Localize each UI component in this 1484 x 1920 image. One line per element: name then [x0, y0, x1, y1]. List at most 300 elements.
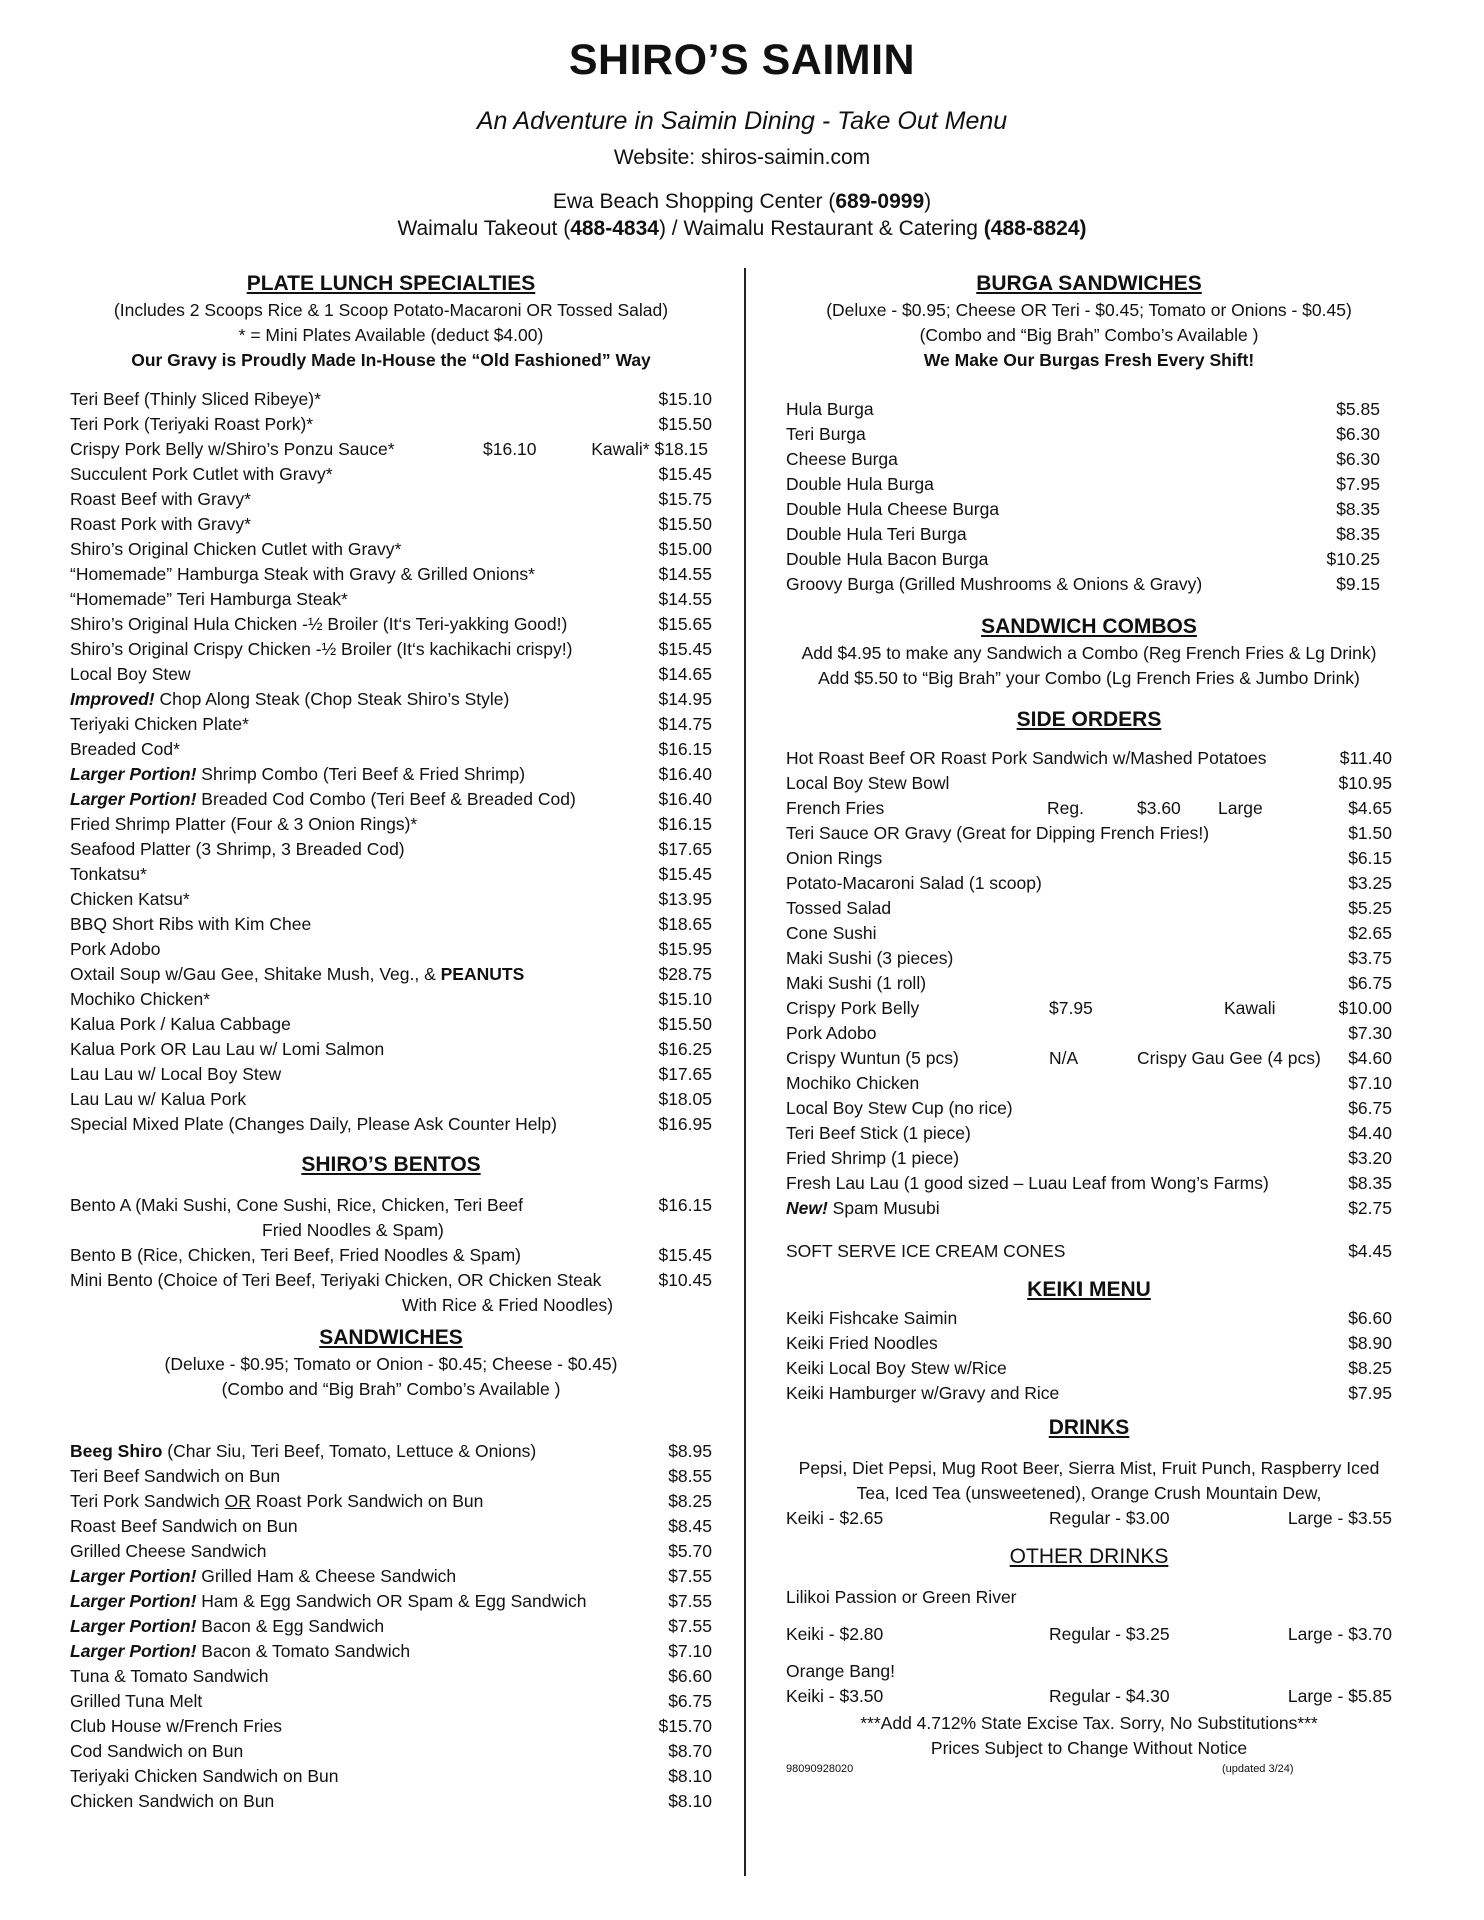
item-price: $8.25 — [668, 1491, 712, 1511]
other-drinks-title: OTHER DRINKS — [1009, 1545, 1169, 1568]
item-price: $4.40 — [1348, 1123, 1392, 1143]
sandwich-item — [70, 1564, 712, 1589]
item-allergen: PEANUTS — [440, 964, 525, 984]
item-price: $15.50 — [658, 514, 712, 534]
menu-item — [70, 812, 712, 837]
item-name: Fried Shrimp Platter (Four & 3 Onion Rings)* — [70, 814, 418, 834]
item-price: $7.55 — [668, 1591, 712, 1611]
column-divider — [744, 268, 746, 1876]
drinks-keiki: Keiki - $2.65 — [786, 1508, 884, 1528]
item-name: Breaded Cod Combo (Teri Beef & Breaded Cod) — [196, 789, 576, 809]
item-name: Potato-Macaroni Salad (1 scoop) — [786, 873, 1042, 893]
item-price: $7.10 — [1348, 1073, 1392, 1093]
item-price: $14.65 — [658, 664, 712, 684]
item-name: Seafood Platter (3 Shrimp, 3 Breaded Cod) — [70, 839, 405, 859]
burga-item — [786, 547, 1392, 572]
side-item — [786, 1071, 1392, 1096]
side-item — [786, 821, 1392, 846]
item-price: $7.95 — [1336, 474, 1380, 494]
sandwich-item — [70, 1739, 712, 1764]
item-price: $18.65 — [658, 914, 712, 934]
size-alt-label: Kawali — [1224, 998, 1276, 1018]
item-price: $16.95 — [658, 1114, 712, 1134]
item-name: Shiro’s Original Hula Chicken -½ Broiler (It‘s Teri-yakking Good!) — [70, 614, 568, 634]
menu-code: 98090928020 — [786, 1763, 854, 1775]
menu-item — [70, 537, 712, 562]
bento-item — [70, 1193, 712, 1243]
item-highlight: Larger Portion! — [70, 1641, 197, 1661]
item-price: $15.75 — [658, 489, 712, 509]
item-price: $10.95 — [1338, 773, 1392, 793]
item-price: $4.60 — [1348, 1048, 1392, 1068]
item-price: $10.45 — [658, 1270, 712, 1290]
item-name: Mochiko Chicken* — [70, 989, 211, 1009]
item-price: $2.65 — [1348, 923, 1392, 943]
item-highlight: Larger Portion! — [70, 1616, 197, 1636]
item-name: Special Mixed Plate (Changes Daily, Please Ask Counter Help) — [70, 1114, 557, 1134]
item-name: Mini Bento (Choice of Teri Beef, Teriyaki Chicken, OR Chicken Steak — [70, 1270, 602, 1290]
item-name: Chop Along Steak (Chop Steak Shiro’s Style) — [154, 689, 510, 709]
side-item — [786, 746, 1392, 771]
menu-item — [70, 912, 712, 937]
item-name-continued: Fried Noodles & Spam) — [262, 1220, 444, 1240]
item-price: $16.40 — [658, 789, 712, 809]
waimalu-line: Waimalu Takeout (488-4834) / Waimalu Restaurant & Catering (488-8824) — [397, 216, 1087, 240]
item-price: $10.00 — [1338, 998, 1392, 1018]
item-price: $3.75 — [1348, 948, 1392, 968]
item-name: Cheese Burga — [786, 449, 898, 469]
item-name-continued: With Rice & Fried Noodles) — [402, 1295, 614, 1315]
item-name: Tonkatsu* — [70, 864, 147, 884]
menu-item — [70, 862, 712, 887]
item-name-2: Roast Pork Sandwich on Bun — [250, 1491, 484, 1511]
side-item — [786, 971, 1392, 996]
item-price: $6.75 — [1348, 973, 1392, 993]
burga-item — [786, 572, 1392, 597]
menu-item — [70, 1112, 712, 1137]
item-price: $15.50 — [658, 1014, 712, 1034]
sandwich-item — [70, 1539, 712, 1564]
burga-fresh-note: We Make Our Burgas Fresh Every Shift! — [923, 350, 1255, 370]
item-price: $16.25 — [658, 1039, 712, 1059]
menu-item — [70, 937, 712, 962]
mini-plate-note: * = Mini Plates Available (deduct $4.00) — [238, 325, 544, 345]
item-or: OR — [224, 1491, 251, 1511]
drinks-prices — [786, 1506, 1392, 1531]
item-price: $4.65 — [1348, 798, 1392, 818]
item-name: Keiki Hamburger w/Gravy and Rice — [786, 1383, 1060, 1403]
menu-item — [70, 887, 712, 912]
item-price: $16.15 — [658, 814, 712, 834]
gravy-note: Our Gravy is Proudly Made In-House the “Old Fashioned” Way — [131, 350, 651, 370]
menu-item — [70, 837, 712, 862]
bento-item — [70, 1243, 712, 1268]
item-name: French Fries — [786, 798, 885, 818]
ewa-phone: 689-0999 — [835, 190, 925, 214]
menu-item — [70, 962, 712, 987]
item-price: $14.75 — [658, 714, 712, 734]
price-change-note: Prices Subject to Change Without Notice — [930, 1738, 1248, 1758]
item-name: Shiro’s Original Crispy Chicken -½ Broiler (It‘s kachikachi crispy!) — [70, 639, 573, 659]
item-price: $5.25 — [1348, 898, 1392, 918]
item-name: Succulent Pork Cutlet with Gravy* — [70, 464, 333, 484]
item-highlight: Larger Portion! — [70, 789, 197, 809]
item-name: Chicken Katsu* — [70, 889, 190, 909]
size-alt-label: Large — [1218, 798, 1263, 818]
item-price: $15.95 — [658, 939, 712, 959]
sandwich-item — [70, 1664, 712, 1689]
menu-item — [70, 487, 712, 512]
side-orders-title: SIDE ORDERS — [1016, 708, 1162, 731]
item-name: Fried Shrimp (1 piece) — [786, 1148, 960, 1168]
item-price: $10.25 — [1326, 549, 1380, 569]
item-name: Tuna & Tomato Sandwich — [70, 1666, 269, 1686]
item-name: Oxtail Soup w/Gau Gee, Shitake Mush, Veg., & — [70, 964, 441, 984]
item-highlight: Improved! — [70, 689, 155, 709]
item-name-bold: Beeg Shiro — [70, 1441, 163, 1461]
side-item — [786, 1121, 1392, 1146]
updated-date: (updated 3/24) — [1222, 1763, 1294, 1775]
item-name: Kalua Pork / Kalua Cabbage — [70, 1014, 291, 1034]
item-name: Club House w/French Fries — [70, 1716, 283, 1736]
size-alt-label: Crispy Gau Gee (4 pcs) — [1137, 1048, 1321, 1068]
size-regular-price: $3.60 — [1137, 798, 1181, 818]
website-line: Website: shiros-saimin.com — [613, 146, 871, 169]
burga-item — [786, 497, 1392, 522]
sandwich-item — [70, 1514, 712, 1539]
burga-item — [786, 447, 1392, 472]
item-price: $8.70 — [668, 1741, 712, 1761]
item-price: $17.65 — [658, 1064, 712, 1084]
item-price: $7.30 — [1348, 1023, 1392, 1043]
item-name: Mochiko Chicken — [786, 1073, 920, 1093]
item-name: Teri Burga — [786, 424, 866, 444]
drinks-list: Pepsi, Diet Pepsi, Mug Root Beer, Sierra Mist, Fruit Punch, Raspberry Iced Tea, Iced Tea (unsweetened), Orange Crush Mountain Dew, — [798, 1458, 1380, 1503]
sandwich-item — [70, 1489, 712, 1514]
item-price: $6.75 — [1348, 1098, 1392, 1118]
burga-list — [786, 397, 1392, 597]
item-highlight: Larger Portion! — [70, 764, 197, 784]
item-price: $17.65 — [658, 839, 712, 859]
sandwich-item — [70, 1764, 712, 1789]
menu-item — [70, 1012, 712, 1037]
item-name: Pork Adobo — [786, 1023, 877, 1043]
sandwich-extras-note: (Deluxe - $0.95; Tomato or Onion - $0.45; Cheese - $0.45) — [164, 1354, 618, 1374]
menu-header — [0, 36, 1484, 242]
restaurant-title: SHIRO’S SAIMIN — [568, 36, 916, 84]
waimalu-phone: 488-4834 — [570, 216, 659, 240]
catering-phone: (488-8824) — [983, 216, 1087, 240]
orange-bang-prices: Keiki - $3.50 Regular - $4.30 Large - $5.85 — [786, 1686, 1392, 1706]
burga-combo-note: (Combo and “Big Brah” Combo’s Available ) — [919, 325, 1259, 345]
bentos-list — [70, 1193, 712, 1318]
item-name: “Homemade” Teri Hamburga Steak* — [70, 589, 348, 609]
item-name: (Char Siu, Teri Beef, Tomato, Lettuce & Onions) — [162, 1441, 537, 1461]
item-name: Double Hula Burga — [786, 474, 934, 494]
item-name: Roast Beef Sandwich on Bun — [70, 1516, 298, 1536]
item-price: $8.10 — [668, 1766, 712, 1786]
item-price: $13.95 — [658, 889, 712, 909]
item-name: Teriyaki Chicken Plate* — [70, 714, 249, 734]
footer-meta — [786, 1761, 1392, 1777]
item-name: Groovy Burga (Grilled Mushrooms & Onions & Gravy) — [786, 574, 1203, 594]
side-item — [786, 946, 1392, 971]
item-name: Roast Beef with Gravy* — [70, 489, 251, 509]
item-name: Onion Rings — [786, 848, 883, 868]
item-name: Teri Pork Sandwich — [70, 1491, 225, 1511]
item-price: $14.55 — [658, 564, 712, 584]
item-price: $16.15 — [658, 1195, 712, 1215]
menu-item — [70, 412, 712, 437]
item-price: $8.35 — [1336, 499, 1380, 519]
item-price: $16.15 — [658, 739, 712, 759]
lilikoi-prices: Keiki - $2.80 Regular - $3.25 Large - $3.70 — [786, 1624, 1392, 1644]
keiki-title: KEIKI MENU — [1027, 1278, 1151, 1301]
item-price: $6.30 — [1336, 424, 1380, 444]
side-item — [786, 1096, 1392, 1121]
combo-line-2: Add $5.50 to “Big Brah” your Combo (Lg French Fries & Jumbo Drink) — [818, 668, 1360, 688]
sandwiches-list — [70, 1439, 712, 1814]
menu-item — [70, 712, 712, 737]
item-name: Teri Sauce OR Gravy (Great for Dipping French Fries!) — [786, 823, 1210, 843]
item-alt-price: $7.95 — [1049, 998, 1093, 1018]
item-name: Crispy Wuntun (5 pcs) — [786, 1048, 959, 1068]
item-price: $15.45 — [658, 639, 712, 659]
sandwiches-title: SANDWICHES — [319, 1326, 463, 1349]
menu-item — [70, 1037, 712, 1062]
sandwich-item — [70, 1439, 712, 1464]
item-name: BBQ Short Ribs with Kim Chee — [70, 914, 312, 934]
item-name: Roast Pork with Gravy* — [70, 514, 251, 534]
bentos-title: SHIRO’S BENTOS — [301, 1153, 481, 1176]
item-name: Teriyaki Chicken Sandwich on Bun — [70, 1766, 339, 1786]
item-alt-price: N/A — [1049, 1048, 1079, 1068]
keiki-item — [786, 1306, 1392, 1331]
item-name: Crispy Pork Belly w/Shiro’s Ponzu Sauce* — [70, 439, 395, 459]
item-name: Bento A (Maki Sushi, Cone Sushi, Rice, Chicken, Teri Beef — [70, 1195, 523, 1215]
sandwich-item — [70, 1789, 712, 1814]
side-item — [786, 871, 1392, 896]
item-price: $3.20 — [1348, 1148, 1392, 1168]
item-name: “Homemade” Hamburga Steak with Gravy & Grilled Onions* — [70, 564, 535, 584]
item-name: Cod Sandwich on Bun — [70, 1741, 244, 1761]
item-price: $8.25 — [1348, 1358, 1392, 1378]
item-price: $6.15 — [1348, 848, 1392, 868]
item-name: Keiki Local Boy Stew w/Rice — [786, 1358, 1007, 1378]
item-name: Bento B (Rice, Chicken, Teri Beef, Fried Noodles & Spam) — [70, 1245, 521, 1265]
sandwich-item — [70, 1464, 712, 1489]
item-price: $8.10 — [668, 1791, 712, 1811]
burga-extras-note: (Deluxe - $0.95; Cheese OR Teri - $0.45; Tomato or Onions - $0.45) — [826, 300, 1352, 320]
sandwich-item — [70, 1639, 712, 1664]
sandwich-combo-note: (Combo and “Big Brah” Combo’s Available ) — [221, 1379, 561, 1399]
ewa-line: Ewa Beach Shopping Center (689-0999) — [552, 190, 932, 214]
item-price: $6.60 — [668, 1666, 712, 1686]
item-price: $18.05 — [658, 1089, 712, 1109]
keiki-item — [786, 1381, 1392, 1406]
item-name: Maki Sushi (1 roll) — [786, 973, 927, 993]
item-highlight: Larger Portion! — [70, 1591, 197, 1611]
left-column — [70, 270, 712, 1814]
bento-item — [70, 1268, 712, 1318]
item-name: Teri Beef Stick (1 piece) — [786, 1123, 971, 1143]
item-name: Shrimp Combo (Teri Beef & Fried Shrimp) — [196, 764, 526, 784]
item-name: Double Hula Teri Burga — [786, 524, 967, 544]
side-item — [786, 1171, 1392, 1196]
combo-line-1: Add $4.95 to make any Sandwich a Combo (Reg French Fries & Lg Drink) — [801, 643, 1377, 663]
menu-item — [70, 562, 712, 587]
side-item — [786, 796, 1392, 821]
item-name: Keiki Fried Noodles — [786, 1333, 938, 1353]
item-name: Chicken Sandwich on Bun — [70, 1791, 275, 1811]
item-name: Double Hula Bacon Burga — [786, 549, 989, 569]
item-name: Pork Adobo — [70, 939, 161, 959]
drinks-title: DRINKS — [1048, 1416, 1130, 1439]
size-regular-label: Reg. — [1047, 798, 1084, 818]
item-price: $7.55 — [668, 1616, 712, 1636]
item-name: Grilled Ham & Cheese Sandwich — [196, 1566, 457, 1586]
keiki-item — [786, 1356, 1392, 1381]
burga-item — [786, 422, 1392, 447]
item-name: Local Boy Stew Cup (no rice) — [786, 1098, 1013, 1118]
menu-subtitle: An Adventure in Saimin Dining - Take Out Menu — [476, 107, 1008, 135]
menu-item — [70, 587, 712, 612]
menu-item — [70, 737, 712, 762]
item-name: Keiki Fishcake Saimin — [786, 1308, 958, 1328]
item-name: Lau Lau w/ Local Boy Stew — [70, 1064, 282, 1084]
plate-lunch-list — [70, 387, 712, 1137]
side-item — [786, 1196, 1392, 1221]
menu-item — [70, 637, 712, 662]
menu-item — [70, 387, 712, 412]
soft-serve-row: SOFT SERVE ICE CREAM CONES $4.45 — [786, 1239, 1392, 1264]
item-alt-price: $16.10 — [483, 439, 537, 459]
menu-item — [70, 512, 712, 537]
item-price: $6.75 — [668, 1691, 712, 1711]
menu-item — [70, 787, 712, 812]
combos-title: SANDWICH COMBOS — [981, 615, 1197, 638]
item-price: $8.35 — [1336, 524, 1380, 544]
item-price: $15.45 — [658, 864, 712, 884]
item-highlight: New! — [786, 1198, 828, 1218]
item-name: Tossed Salad — [786, 898, 892, 918]
item-name: Fresh Lau Lau (1 good sized – Luau Leaf from Wong’s Farms) — [786, 1173, 1269, 1193]
item-price: $7.10 — [668, 1641, 712, 1661]
item-name: Ham & Egg Sandwich OR Spam & Egg Sandwich — [196, 1591, 587, 1611]
sandwich-item — [70, 1714, 712, 1739]
item-price: $1.50 — [1348, 823, 1392, 843]
item-price: $6.30 — [1336, 449, 1380, 469]
item-name: Teri Beef Sandwich on Bun — [70, 1466, 281, 1486]
tax-note: ***Add 4.712% State Excise Tax. Sorry, No Substitutions*** — [860, 1713, 1318, 1733]
item-name: Local Boy Stew — [70, 664, 191, 684]
keiki-item — [786, 1331, 1392, 1356]
item-price: $15.50 — [658, 414, 712, 434]
sandwich-item — [70, 1689, 712, 1714]
drinks-regular: Regular - $3.00 — [1049, 1508, 1170, 1528]
menu-item — [70, 612, 712, 637]
item-price: $15.45 — [658, 464, 712, 484]
side-item — [786, 1021, 1392, 1046]
side-item — [786, 1146, 1392, 1171]
item-name: Teri Pork (Teriyaki Roast Pork)* — [70, 414, 314, 434]
item-name: Shiro’s Original Chicken Cutlet with Gravy* — [70, 539, 402, 559]
item-name: Hot Roast Beef OR Roast Pork Sandwich w/Mashed Potatoes — [786, 748, 1267, 768]
plate-lunch-note: (Includes 2 Scoops Rice & 1 Scoop Potato-Macaroni OR Tossed Salad) — [113, 300, 669, 320]
item-price: $15.65 — [658, 614, 712, 634]
item-price: $16.40 — [658, 764, 712, 784]
item-price: $8.35 — [1348, 1173, 1392, 1193]
item-price: $14.55 — [658, 589, 712, 609]
item-price: $28.75 — [658, 964, 712, 984]
menu-item — [70, 1062, 712, 1087]
item-price: $2.75 — [1348, 1198, 1392, 1218]
menu-item — [70, 437, 712, 462]
side-item — [786, 771, 1392, 796]
plate-lunch-title: PLATE LUNCH SPECIALTIES — [246, 272, 536, 295]
item-name: Crispy Pork Belly — [786, 998, 920, 1018]
item-name: Maki Sushi (3 pieces) — [786, 948, 954, 968]
orange-bang-item: Orange Bang! — [786, 1661, 895, 1681]
item-price: $8.45 — [668, 1516, 712, 1536]
drinks-large: Large - $3.55 — [1287, 1508, 1392, 1528]
item-price: $15.00 — [658, 539, 712, 559]
item-price: $15.45 — [658, 1245, 712, 1265]
item-price: $6.60 — [1348, 1308, 1392, 1328]
side-item — [786, 846, 1392, 871]
item-price: $7.55 — [668, 1566, 712, 1586]
item-name: Double Hula Cheese Burga — [786, 499, 1000, 519]
item-price: $7.95 — [1348, 1383, 1392, 1403]
item-name: Breaded Cod* — [70, 739, 180, 759]
item-name: Hula Burga — [786, 399, 874, 419]
lilikoi-item: Lilikoi Passion or Green River — [786, 1587, 1017, 1607]
item-price: $8.55 — [668, 1466, 712, 1486]
item-price: $5.85 — [1336, 399, 1380, 419]
menu-item — [70, 687, 712, 712]
side-item — [786, 1046, 1392, 1071]
menu-item — [70, 762, 712, 787]
sandwich-item — [70, 1614, 712, 1639]
item-price: $8.95 — [668, 1441, 712, 1461]
item-name: Bacon & Tomato Sandwich — [196, 1641, 411, 1661]
item-price: $14.95 — [658, 689, 712, 709]
menu-item — [70, 1087, 712, 1112]
item-name: Cone Sushi — [786, 923, 877, 943]
item-name: Local Boy Stew Bowl — [786, 773, 950, 793]
side-orders-list — [786, 746, 1392, 1221]
item-name: Grilled Tuna Melt — [70, 1691, 203, 1711]
side-item — [786, 996, 1392, 1021]
menu-item — [70, 462, 712, 487]
item-price: $9.15 — [1336, 574, 1380, 594]
item-name: Bacon & Egg Sandwich — [196, 1616, 385, 1636]
item-price: $3.25 — [1348, 873, 1392, 893]
burga-item — [786, 522, 1392, 547]
item-price: $15.10 — [658, 989, 712, 1009]
burga-item — [786, 397, 1392, 422]
side-item — [786, 896, 1392, 921]
side-item — [786, 921, 1392, 946]
sandwich-item — [70, 1589, 712, 1614]
item-highlight: Larger Portion! — [70, 1566, 197, 1586]
keiki-list — [786, 1306, 1392, 1406]
item-price: $15.10 — [658, 389, 712, 409]
item-kawali-price: Kawali* $18.15 — [591, 439, 708, 459]
item-price: $8.90 — [1348, 1333, 1392, 1353]
soft-serve-price: $4.45 — [1348, 1241, 1392, 1261]
item-name: Lau Lau w/ Kalua Pork — [70, 1089, 247, 1109]
